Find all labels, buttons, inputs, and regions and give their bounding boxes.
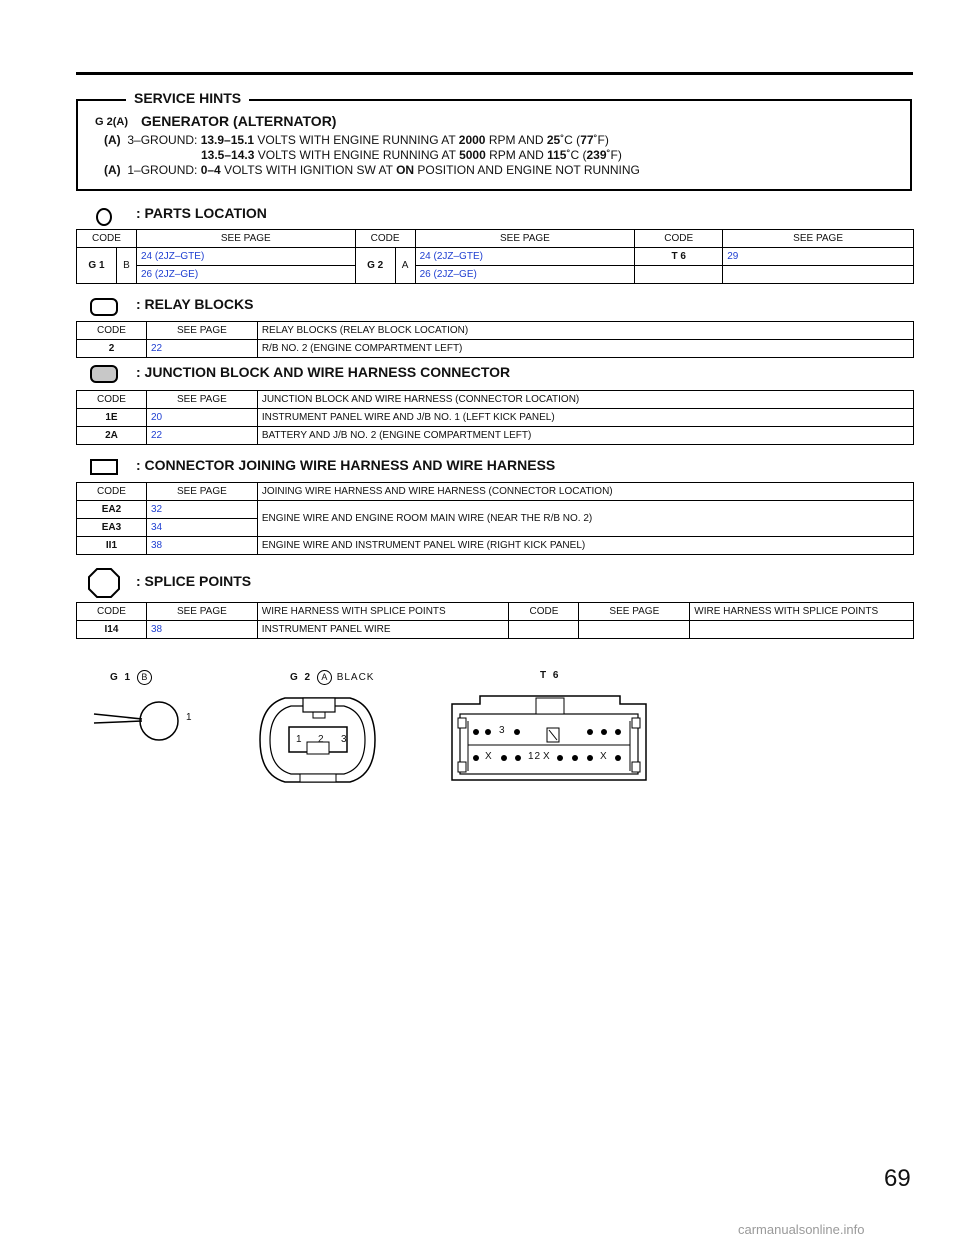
connector-t6-pin: 12 [528, 751, 542, 762]
connector-g2-label: G 2 A BLACK [290, 672, 375, 683]
page-link[interactable]: 38 [146, 621, 257, 639]
service-hints-title: SERVICE HINTS [126, 90, 249, 106]
page-link[interactable]: 26 (2JZ–GE) [136, 266, 355, 284]
page-link[interactable]: 20 [146, 409, 257, 427]
table-row: II1 38 ENGINE WIRE AND INSTRUMENT PANEL WIRE (RIGHT KICK PANEL) [77, 537, 914, 555]
junction-table: CODE SEE PAGE JUNCTION BLOCK AND WIRE HARNESS (CONNECTOR LOCATION) 1E 20 INSTRUMENT PANEL WIRE AND J/B NO. 1 (LEFT KICK PANEL) 2A 22 BATTERY AND J/B NO. 2 (ENGINE COMPARTMENT LEFT) [76, 390, 914, 445]
table-row: EA3 34 [77, 519, 914, 537]
splice-point-symbol-icon [88, 568, 120, 598]
page-link[interactable]: 26 (2JZ–GE) [415, 266, 635, 284]
connector-g1-label: G 1 B [110, 670, 152, 685]
connector-t6-pin: 3 [499, 725, 506, 736]
table-row: 1E 20 INSTRUMENT PANEL WIRE AND J/B NO. 1 (LEFT KICK PANEL) [77, 409, 914, 427]
joining-title: : CONNECTOR JOINING WIRE HARNESS AND WIRE HARNESS [136, 457, 556, 473]
splice-title: : SPLICE POINTS [136, 573, 252, 589]
hint-line-3: (A) 1–GROUND: 0–4 VOLTS WITH IGNITION SW AT ON POSITION AND ENGINE NOT RUNNING [104, 163, 640, 177]
connector-t6-housing-icon [450, 692, 650, 784]
connector-t6-empty-cavity: X [485, 751, 493, 762]
connector-t6-empty-cavity: X [543, 751, 551, 762]
connector-g2-pin: 2 [318, 734, 325, 745]
table-row: G 1 B 24 (2JZ–GTE) G 2 A 24 (2JZ–GTE) T 6 29 [77, 248, 914, 266]
table-row: 2 22 R/B NO. 2 (ENGINE COMPARTMENT LEFT) [77, 340, 914, 358]
joining-connector-symbol-icon [90, 459, 118, 475]
page-link[interactable]: 22 [146, 340, 257, 358]
page-link[interactable]: 32 [146, 501, 257, 519]
junction-title: : JUNCTION BLOCK AND WIRE HARNESS CONNECTOR [136, 364, 511, 380]
parts-location-body [76, 247, 914, 284]
page-link[interactable]: 24 (2JZ–GTE) [415, 248, 635, 266]
top-rule [76, 72, 913, 75]
connector-t6-empty-cavity: X [600, 751, 608, 762]
table-row: I14 38 INSTRUMENT PANEL WIRE [77, 621, 914, 639]
parts-location-symbol-icon [96, 208, 112, 226]
hint-line-2: 13.5–14.3 VOLTS WITH ENGINE RUNNING AT 5000 RPM AND 115˚C (239˚F) [201, 148, 622, 162]
table-row: 2A 22 BATTERY AND J/B NO. 2 (ENGINE COMPARTMENT LEFT) [77, 427, 914, 445]
connector-g1-terminal-icon [92, 700, 182, 744]
hint-line-1: (A) 3–GROUND: 13.9–15.1 VOLTS WITH ENGINE RUNNING AT 2000 RPM AND 25˚C (77˚F) [104, 133, 609, 147]
table-row [77, 266, 914, 284]
junction-block-symbol-icon [90, 365, 118, 383]
generator-code: G 2(A) [95, 116, 128, 128]
connector-t6-label: T 6 [540, 670, 561, 681]
relay-block-symbol-icon [90, 298, 118, 316]
page-link[interactable]: 24 (2JZ–GTE) [136, 248, 355, 266]
relay-blocks-title: : RELAY BLOCKS [136, 296, 254, 312]
table-row: EA2 32 ENGINE WIRE AND ENGINE ROOM MAIN WIRE (NEAR THE R/B NO. 2) [77, 501, 914, 519]
page-number: 69 [884, 1165, 911, 1192]
splice-table: CODE SEE PAGE WIRE HARNESS WITH SPLICE POINTS CODE SEE PAGE WIRE HARNESS WITH SPLICE POINTS I14 38 INSTRUMENT PANEL WIRE [76, 602, 914, 639]
page-link[interactable]: 29 [723, 248, 914, 266]
generator-name: GENERATOR (ALTERNATOR) [141, 113, 337, 129]
parts-location-table: CODE SEE PAGE CODE SEE PAGE CODE SEE PAGE [76, 229, 914, 248]
connector-g2-pin: 3 [341, 734, 348, 745]
connector-g1-pin: 1 [186, 712, 193, 723]
watermark: carmanualsonline.info [738, 1222, 865, 1237]
relay-blocks-table: CODE SEE PAGE RELAY BLOCKS (RELAY BLOCK LOCATION) 2 22 R/B NO. 2 (ENGINE COMPARTMENT LEFT) [76, 321, 914, 358]
parts-location-title: : PARTS LOCATION [136, 205, 267, 221]
connector-g2-pin: 1 [296, 734, 303, 745]
joining-table: CODE SEE PAGE JOINING WIRE HARNESS AND WIRE HARNESS (CONNECTOR LOCATION) EA2 32 ENGINE WIRE AND ENGINE ROOM MAIN WIRE (NEAR THE R/B NO. 2) EA3 34 II1 38 ENGINE WIRE AND INSTRUMENT PANEL WIRE (RIGHT KICK PANEL) [76, 482, 914, 555]
page-link[interactable]: 22 [146, 427, 257, 445]
page-link[interactable]: 38 [146, 537, 257, 555]
page-link[interactable]: 34 [146, 519, 257, 537]
